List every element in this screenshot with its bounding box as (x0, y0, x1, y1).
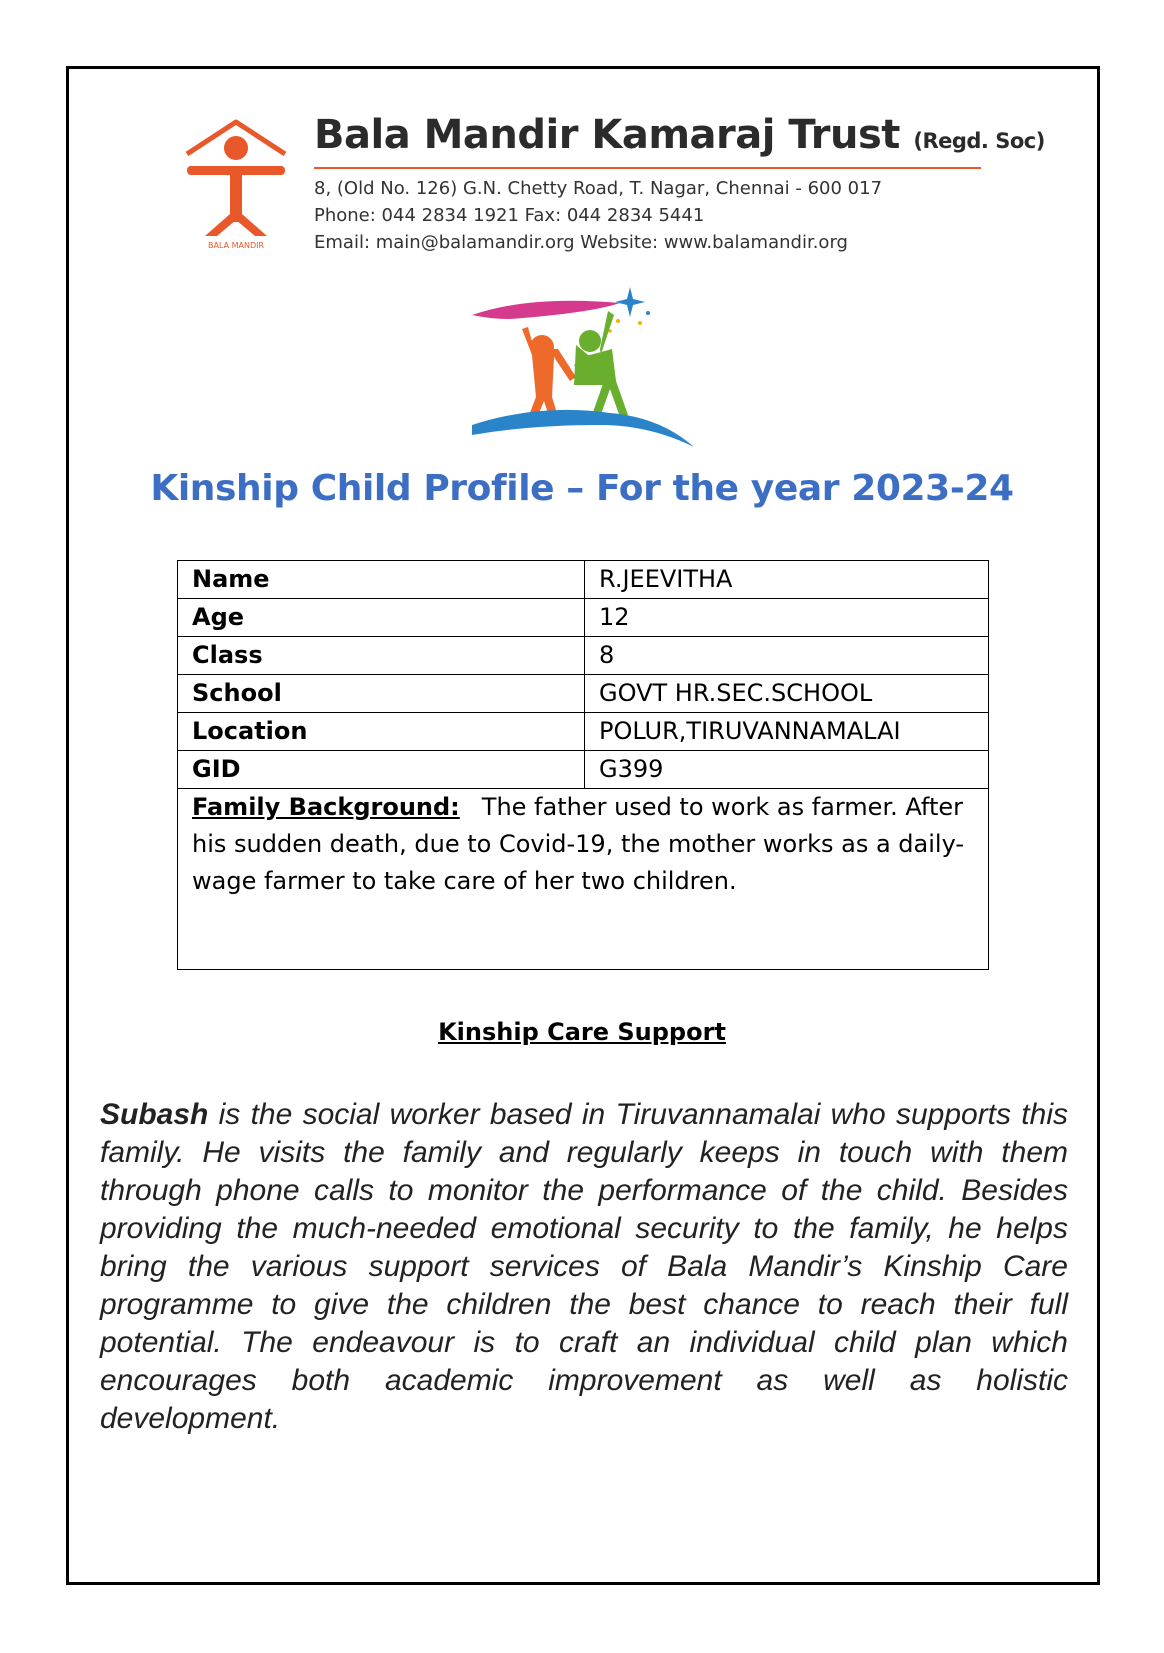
bala-mandir-logo (183, 118, 289, 250)
row-value-gid: G399 (585, 751, 989, 789)
kinship-kids-illustration (470, 285, 695, 453)
row-label-school: School (178, 675, 585, 713)
org-email-website: Email: main@balamandir.org Website: www.balamandir.org (314, 232, 848, 253)
support-heading: Kinship Care Support (438, 1018, 726, 1046)
table-row (178, 675, 989, 713)
family-background-label: Family Background: (192, 793, 460, 821)
family-background-text: The father used to work as farmer. After his sudden death, due to Covid-19, the mother works as a daily-wage farmer to take care of her two children. (192, 793, 965, 895)
row-value-location: POLUR,TIRUVANNAMALAI (585, 713, 989, 751)
table-row (178, 751, 989, 789)
org-registration: (Regd. Soc) (913, 129, 1045, 153)
social-worker-name: Subash (100, 1098, 209, 1131)
row-label-class: Class (178, 637, 585, 675)
row-value-school: GOVT HR.SEC.SCHOOL (585, 675, 989, 713)
table-row-family-background (178, 789, 989, 970)
child-profile-table (177, 560, 989, 970)
row-value-class: 8 (585, 637, 989, 675)
family-background-cell (178, 789, 989, 970)
row-label-age: Age (178, 599, 585, 637)
row-value-age: 12 (585, 599, 989, 637)
row-value-name: R.JEEVITHA (585, 561, 989, 599)
table-row (178, 561, 989, 599)
row-label-location: Location (178, 713, 585, 751)
document-title: Kinship Child Profile – For the year 2023-24 (150, 468, 1014, 509)
support-text: is the social worker based in Tiruvannamalai who supports this family. He visits the family and regularly keeps in touch with them through phone calls to monitor the performance of the child. Besides providing the much-needed emotional security to the family, he helps bring the various support services of Bala Mandir’s Kinship Care programme to give the children the best chance to reach their full potential. The endeavour is to craft an individual child plan which encourages both academic improvement as well as holistic development. (100, 1098, 1068, 1435)
table-row (178, 599, 989, 637)
org-phone-fax: Phone: 044 2834 1921 Fax: 044 2834 5441 (314, 205, 705, 226)
row-label-name: Name (178, 561, 585, 599)
logo-caption: BALA MANDIR (207, 241, 265, 250)
table-row (178, 637, 989, 675)
letterhead-rule (314, 167, 981, 169)
org-address: 8, (Old No. 126) G.N. Chetty Road, T. Nagar, Chennai - 600 017 (314, 178, 883, 199)
support-paragraph (100, 1096, 1068, 1438)
org-name: Bala Mandir Kamaraj Trust (Regd. Soc) (314, 112, 1045, 158)
row-label-gid: GID (178, 751, 585, 789)
table-row (178, 713, 989, 751)
